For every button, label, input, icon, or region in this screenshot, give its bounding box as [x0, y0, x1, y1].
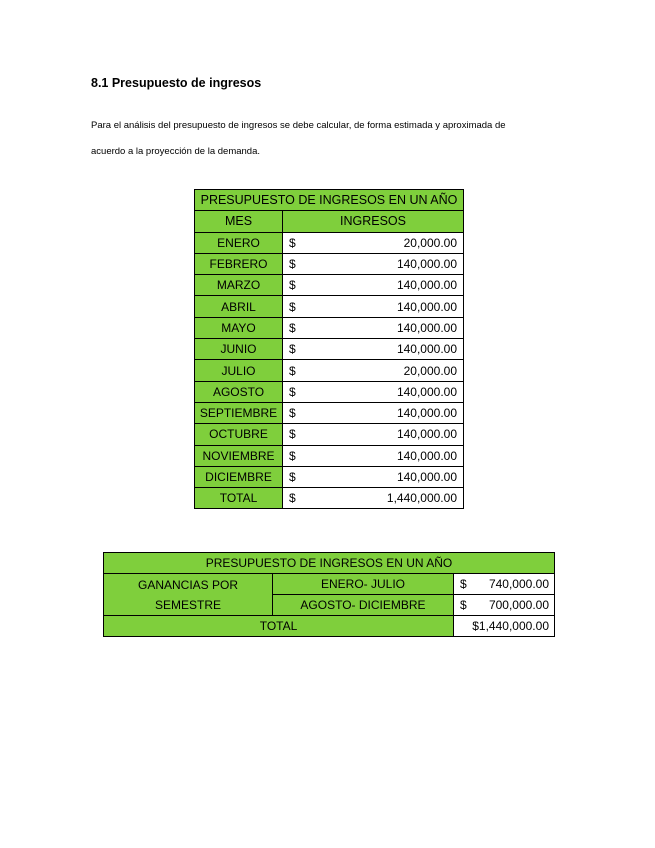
- income-cell: [283, 339, 464, 360]
- amount-value: 700,000.00: [488, 598, 549, 612]
- amount-value: 140,000.00: [396, 257, 457, 272]
- table-row: [195, 488, 464, 509]
- table-row: [195, 296, 464, 317]
- income-cell: [283, 381, 464, 402]
- amount-value: 1,440,000.00: [386, 491, 457, 506]
- amount-value: 140,000.00: [396, 448, 457, 463]
- month-cell: SEPTIEMBRE: [195, 402, 283, 423]
- total-amount: $1,440,000.00: [454, 616, 555, 637]
- currency-symbol: $: [289, 363, 296, 378]
- period-2-label: AGOSTO- DICIEMBRE: [273, 595, 454, 616]
- amount-value: 140,000.00: [396, 427, 457, 442]
- monthly-income-table: [194, 189, 464, 509]
- income-cell: [283, 253, 464, 274]
- total-label: TOTAL: [104, 616, 454, 637]
- currency-symbol: $: [289, 406, 296, 421]
- currency-symbol: $: [289, 427, 296, 442]
- income-cell: [283, 402, 464, 423]
- col-header-month: MES: [195, 211, 283, 232]
- income-cell: [283, 275, 464, 296]
- table-row: [195, 445, 464, 466]
- table-row: [195, 275, 464, 296]
- amount-value: 140,000.00: [396, 384, 457, 399]
- income-cell: [283, 424, 464, 445]
- currency-symbol: $: [289, 320, 296, 335]
- month-cell: JULIO: [195, 360, 283, 381]
- table-row: [195, 402, 464, 423]
- month-cell: AGOSTO: [195, 381, 283, 402]
- amount-value: 140,000.00: [396, 299, 457, 314]
- month-cell: OCTUBRE: [195, 424, 283, 445]
- currency-symbol: $: [460, 577, 467, 591]
- income-cell: [283, 317, 464, 338]
- income-cell: [283, 488, 464, 509]
- income-cell: [283, 445, 464, 466]
- period-2-amount: [454, 595, 555, 616]
- currency-symbol: $: [289, 278, 296, 293]
- col-header-income: INGRESOS: [283, 211, 464, 232]
- table-row: [195, 360, 464, 381]
- currency-symbol: $: [289, 448, 296, 463]
- period-1-label: ENERO- JULIO: [273, 574, 454, 595]
- table-header-row: [195, 211, 464, 232]
- month-cell: MARZO: [195, 275, 283, 296]
- semester-label-line-1: GANANCIAS POR: [137, 577, 239, 592]
- table-title-row: [104, 553, 555, 574]
- income-cell: [283, 296, 464, 317]
- month-cell: MAYO: [195, 317, 283, 338]
- table-row: [195, 424, 464, 445]
- semester-income-table: [103, 552, 555, 637]
- income-cell: [283, 232, 464, 253]
- amount-value: 740,000.00: [488, 577, 549, 591]
- table-row: [195, 381, 464, 402]
- currency-symbol: $: [289, 299, 296, 314]
- amount-value: 20,000.00: [403, 363, 457, 378]
- table-row: [195, 232, 464, 253]
- month-cell: ABRIL: [195, 296, 283, 317]
- month-cell: NOVIEMBRE: [195, 445, 283, 466]
- table-title: PRESUPUESTO DE INGRESOS EN UN AÑO: [104, 553, 555, 574]
- income-cell: [283, 466, 464, 487]
- currency-symbol: $: [289, 384, 296, 399]
- currency-symbol: $: [289, 491, 296, 506]
- amount-value: 140,000.00: [396, 406, 457, 421]
- month-cell: FEBRERO: [195, 253, 283, 274]
- currency-symbol: $: [289, 257, 296, 272]
- amount-value: 140,000.00: [396, 278, 457, 293]
- month-cell: DICIEMBRE: [195, 466, 283, 487]
- month-cell: JUNIO: [195, 339, 283, 360]
- amount-value: 140,000.00: [396, 342, 457, 357]
- month-cell: ENERO: [195, 232, 283, 253]
- table-row: [104, 574, 555, 595]
- table-row: [195, 466, 464, 487]
- amount-value: 140,000.00: [396, 320, 457, 335]
- currency-symbol: $: [460, 598, 467, 612]
- table-row: [195, 339, 464, 360]
- semester-label-line-2: SEMESTRE: [154, 597, 221, 612]
- currency-symbol: $: [289, 235, 296, 250]
- semester-label: [104, 574, 273, 616]
- table-title: PRESUPUESTO DE INGRESOS EN UN AÑO: [195, 190, 464, 211]
- currency-symbol: $: [289, 342, 296, 357]
- table-row: [195, 317, 464, 338]
- amount-value: 140,000.00: [396, 470, 457, 484]
- period-1-amount: [454, 574, 555, 595]
- table-row: [195, 253, 464, 274]
- currency-symbol: $: [289, 470, 296, 484]
- section-heading: 8.1 Presupuesto de ingresos: [91, 76, 262, 90]
- intro-paragraph-line-2: acuerdo a la proyección de la demanda.: [91, 146, 261, 157]
- table-title-row: [195, 190, 464, 211]
- intro-paragraph-line-1: Para el análisis del presupuesto de ingresos se debe calcular, de forma estimada y aproximada de: [91, 120, 506, 131]
- month-cell: TOTAL: [195, 488, 283, 509]
- total-row: [104, 616, 555, 637]
- income-cell: [283, 360, 464, 381]
- amount-value: 20,000.00: [403, 235, 457, 250]
